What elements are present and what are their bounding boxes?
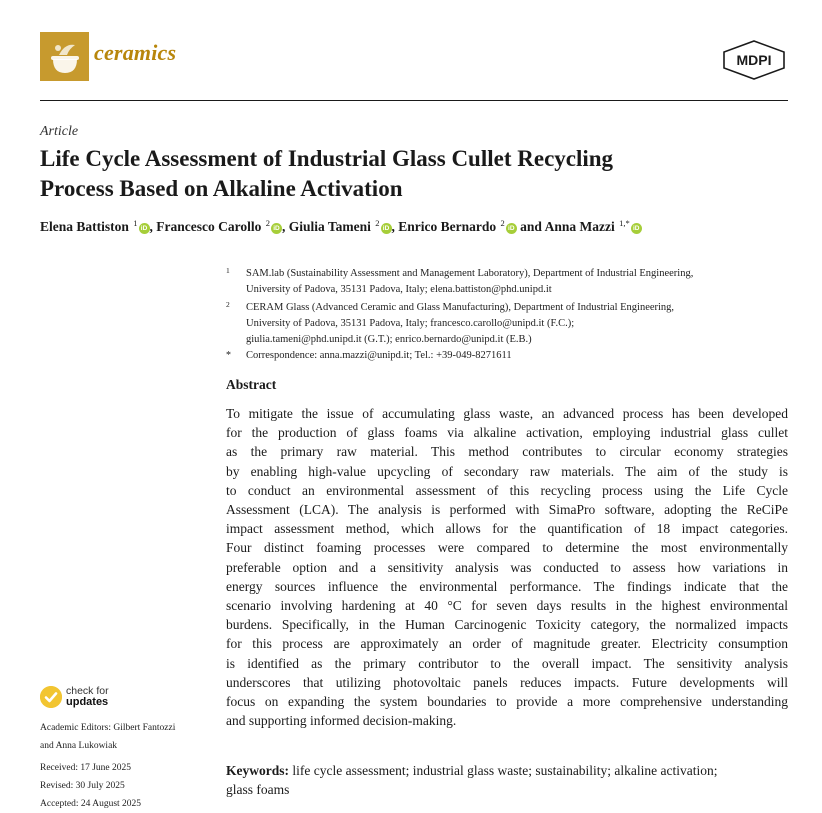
mdpi-logo-icon[interactable] (720, 40, 788, 80)
orcid-icon[interactable]: iD (139, 223, 150, 234)
keywords (226, 761, 788, 799)
author-affil-sup: 1 (133, 218, 138, 228)
academic-editors (40, 719, 200, 755)
correspondence-line: Correspondence: anna.mazzi@unipd.it; Tel.: +39-049-8271611 (246, 350, 512, 361)
orcid-icon[interactable]: iD (631, 223, 642, 234)
mdpi-logo-text: MDPI (736, 52, 772, 68)
abstract-heading: Abstract (226, 377, 277, 392)
author-name[interactable]: Giulia Tameni (288, 219, 371, 234)
author-affil-sup: 1,* (619, 218, 630, 228)
check-for-updates-text (66, 686, 109, 708)
abstract-line: Assessment (LCA). The analysis is performed with SimaPro software, adopting the ReCiPe (226, 502, 788, 518)
correspondence-star: * (226, 350, 231, 361)
affiliation-item (226, 266, 796, 298)
author-affil-sup: 2 (375, 218, 380, 228)
article-title (40, 144, 760, 204)
article-type: Article (40, 124, 79, 139)
editors-line: and Anna Lukowiak (40, 741, 118, 751)
abstract-line: focus on expanding the system boundaries to provide a more comprehensive understanding (226, 694, 788, 710)
author-affil-sup: 2 (265, 218, 270, 228)
title-line: Process Based on Alkaline Activation (40, 176, 403, 201)
author-separator: , (282, 219, 286, 234)
accepted-date: Accepted: 24 August 2025 (40, 799, 142, 809)
revised-date: Revised: 30 July 2025 (40, 781, 125, 791)
abstract-line: is identified as the primary contributor to the overall impact. The sensitivity analysis (226, 655, 788, 671)
affiliation-line: SAM.lab (Sustainability Assessment and Management Laboratory), Department of Industrial Engineering, (246, 268, 694, 279)
affiliation-line: giulia.tameni@phd.unipd.it (G.T.); enrico.bernardo@unipd.it (E.B.) (246, 334, 532, 345)
orcid-icon[interactable]: iD (381, 223, 392, 234)
abstract-line: by enabling high-value upcycling of secondary raw materials. The aim of the study is (226, 463, 788, 479)
editors-line: Academic Editors: Gilbert Fantozzi (40, 723, 176, 733)
author-separator: , (391, 219, 395, 234)
keywords-text: glass foams (226, 782, 290, 798)
author-separator: , (149, 219, 153, 234)
abstract-line: for this process are approximately an order of magnitude greater. Electricity consumption (226, 636, 788, 652)
correspondence-item (226, 348, 796, 364)
publication-dates (40, 759, 200, 813)
abstract-line: and supporting informed decision-making. (226, 713, 457, 729)
header-rule (40, 100, 788, 101)
check-for-updates-icon (40, 686, 62, 708)
affiliations (226, 266, 796, 364)
author-name[interactable]: Francesco Carollo (156, 219, 262, 234)
received-date: Received: 17 June 2025 (40, 763, 132, 773)
abstract-line: energy sources influence the environmental performance. The findings indicate that the (226, 578, 788, 594)
orcid-icon[interactable]: iD (506, 223, 517, 234)
journal-logo-icon (40, 32, 89, 81)
abstract-line: preferable option and a sensitivity analysis was conducted to assess how variations in (226, 559, 788, 575)
title-line: Life Cycle Assessment of Industrial Glass Cullet Recycling (40, 146, 614, 171)
affiliation-line: University of Padova, 35131 Padova, Italy; francesco.carollo@unipd.it (F.C.); (246, 318, 575, 329)
affiliation-line: CERAM Glass (Advanced Ceramic and Glass Manufacturing), Department of Industrial Engineering, (246, 302, 675, 313)
author-name[interactable]: Enrico Bernardo (398, 219, 497, 234)
abstract-line: underscores that utilizing photovoltaic panels reduces impacts. Future developments will (226, 674, 788, 690)
journal-name[interactable]: ceramics (94, 40, 177, 65)
check-text-line1: check for (66, 685, 109, 697)
affiliation-item (226, 300, 796, 348)
keywords-label: Keywords: (226, 763, 289, 778)
abstract-line: impact assessment method, which allows for the quantification of 18 impact categories. (226, 521, 788, 537)
author-name[interactable]: Elena Battiston (40, 219, 129, 234)
check-text-line2: updates (66, 696, 109, 708)
affiliation-number: 2 (226, 300, 230, 309)
abstract-body (226, 404, 788, 730)
abstract-line: scenario involving hardening at 40 °C for seven days results in the highest environmental (226, 598, 788, 614)
keywords-text: life cycle assessment; industrial glass waste; sustainability; alkaline activation; (292, 763, 718, 778)
abstract-line: for the production of glass foams via alkaline activation, employing industrial glass cullet (226, 425, 788, 441)
abstract-line: Four distinct foaming processes were compared to determine the most environmentally (226, 540, 788, 556)
author-name[interactable]: Anna Mazzi (544, 219, 615, 234)
abstract-line: burdens. Specifically, in the Human Carcinogenic Toxicity category, the normalized impacts (226, 617, 788, 633)
affiliation-number: 1 (226, 266, 230, 275)
abstract-line: to conduct an environmental assessment of this recycling process using the Life Cycle (226, 482, 788, 498)
author-affil-sup: 2 (500, 218, 505, 228)
abstract-line: as the primary raw material. This method contributes to circular economy strategies (226, 444, 788, 460)
orcid-icon[interactable]: iD (271, 223, 282, 234)
author-separator: and (520, 219, 542, 234)
affiliation-line: University of Padova, 35131 Padova, Italy; elena.battiston@phd.unipd.it (246, 284, 552, 295)
check-for-updates-button[interactable] (40, 686, 109, 708)
author-list (40, 218, 642, 235)
abstract-line: To mitigate the issue of accumulating glass waste, an advanced process has been developed (226, 406, 788, 421)
